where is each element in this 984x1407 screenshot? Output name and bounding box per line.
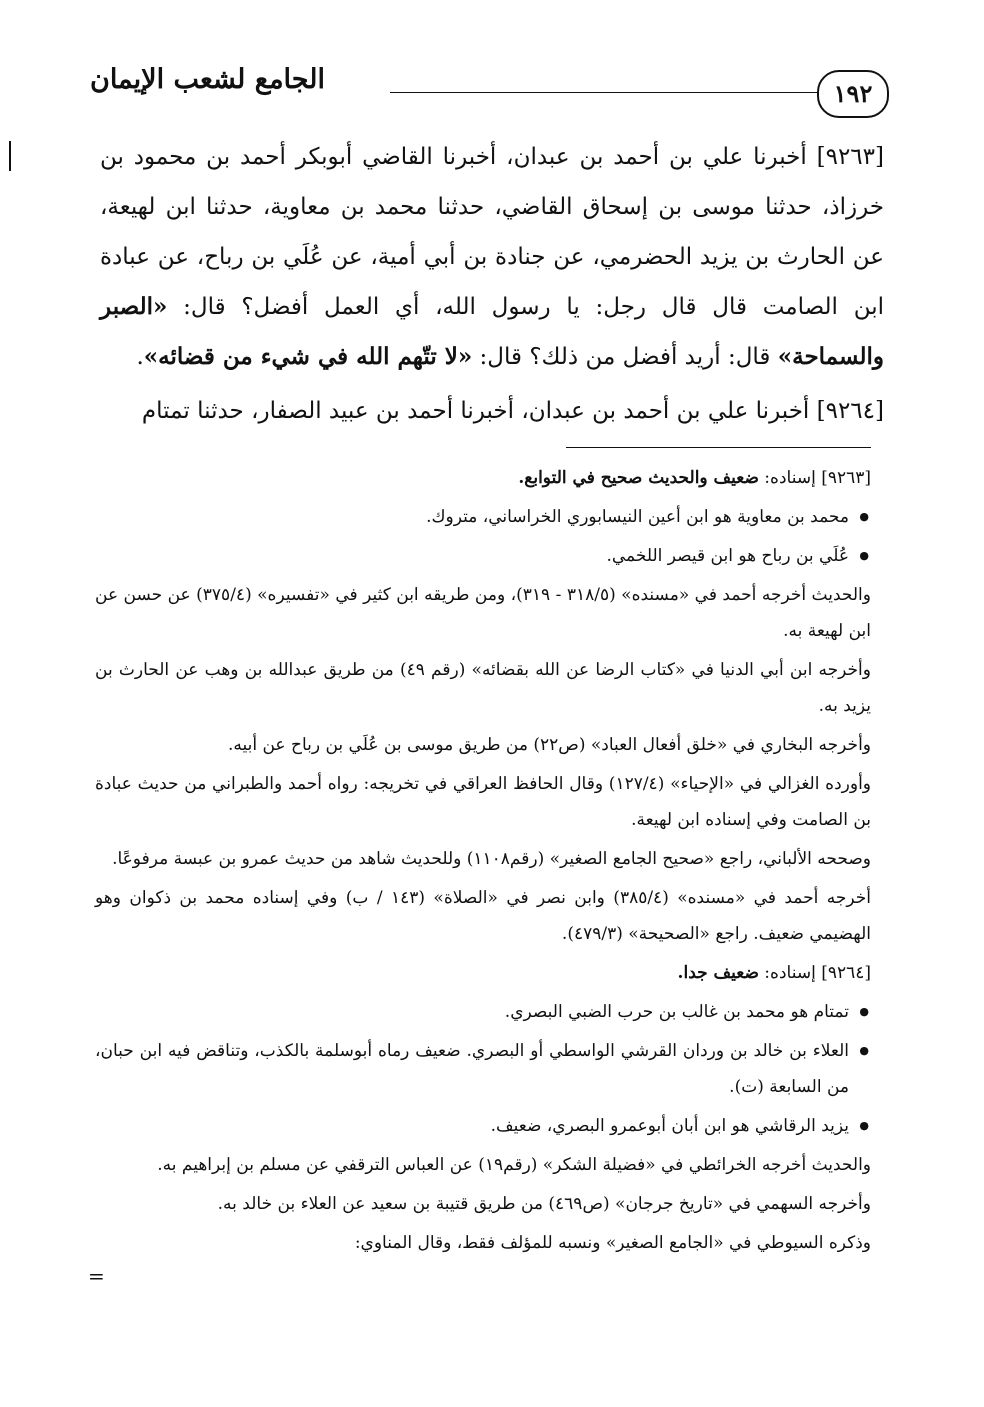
note-paragraph: والحديث أخرجه الخرائطي في «فضيلة الشكر» (رقم١٩) عن العباس الترقفي عن مسلم بن إبراهيم به. xyxy=(157,1155,871,1175)
note-bullet: ● محمد بن معاوية هو ابن أعين النيسابوري الخراساني، متروك. xyxy=(95,499,871,535)
note-paragraph: وأخرجه السهمي في «تاريخ جرجان» (ص٤٦٩) من طريق قتيبة بن سعيد عن العلاء بن خالد به. xyxy=(217,1194,871,1214)
note-bullet: ● عُلَي بن رباح هو ابن قيصر اللخمي. xyxy=(95,538,871,574)
book-title: الجامع لشعب الإيمان xyxy=(90,64,325,95)
footnotes xyxy=(95,460,871,1264)
note-9264-title: [٩٢٦٤] إسناده: ضعيف جدا. xyxy=(677,963,871,983)
note-bullet: ● العلاء بن خالد بن وردان القرشي الواسطي أو البصري. ضعيف رماه أبوسلمة بالكذب، وتناقض فيه ابن حبان، من السابعة (ت). xyxy=(95,1033,871,1105)
note-bullet: ● تمتام هو محمد بن غالب بن حرب الضبي البصري. xyxy=(95,994,871,1030)
footnote-separator xyxy=(566,447,871,448)
note-paragraph: وذكره السيوطي في «الجامع الصغير» ونسبه للمؤلف فقط، وقال المناوي: xyxy=(354,1233,871,1253)
main-text xyxy=(100,132,884,440)
note-paragraph: وصححه الألباني، راجع «صحيح الجامع الصغير» (رقم١١٠٨) وللحديث شاهد من حديث عمرو بن عبسة مرفوعًا. xyxy=(112,849,871,869)
note-paragraph: وأخرجه ابن أبي الدنيا في «كتاب الرضا عن الله بقضائه» (رقم ٤٩) من طريق عبدالله بن وهب عن الحارث بن يزيد به. xyxy=(95,660,871,716)
hadith-9263: [٩٢٦٣] أخبرنا علي بن أحمد بن عبدان، أخبرنا القاضي أبوبكر أحمد بن محمود بن خرزاذ، حدثنا موسى بن إسحاق القاضي، حدثنا محمد بن معاوية، حدثنا ابن لهيعة، عن الحارث بن يزيد الحضرمي، عن جنادة بن أبي أمية، عن عُلَي بن رباح، عن عبادة ابن الصامت قال قال رجل: يا رسول الله، أي العمل أفضل؟ قال: «الصبر والسماحة» قال: أريد أفضل من ذلك؟ قال: «لا تتّهم الله في شيء من قضائه». xyxy=(100,144,884,370)
note-paragraph: والحديث أخرجه أحمد في «مسنده» (٣١٨/٥ - ٣١٩)، ومن طريقه ابن كثير في «تفسيره» (٣٧٥/٤) عن حسن عن ابن لهيعة به. xyxy=(95,585,871,641)
note-paragraph: أخرجه أحمد في «مسنده» (٣٨٥/٤) وابن نصر في «الصلاة» (١٤٣ / ب) وفي إسناده محمد بن ذكوان وهو الهضيمي ضعيف. راجع «الصحيحة» (٤٧٩/٣). xyxy=(95,888,872,944)
continued-mark: = xyxy=(88,1264,105,1288)
hadith-9264: [٩٢٦٤] أخبرنا علي بن أحمد بن عبدان، أخبرنا أحمد بن عبيد الصفار، حدثنا تمتام xyxy=(141,398,884,424)
note-9263-title: [٩٢٦٣] إسناده: ضعيف والحديث صحيح في التوابع. xyxy=(518,468,871,488)
note-bullet: ● يزيد الرقاشي هو ابن أبان أبوعمرو البصري، ضعيف. xyxy=(95,1108,871,1144)
note-paragraph: وأورده الغزالي في «الإحياء» (١٢٧/٤) وقال الحافظ العراقي في تخريجه: رواه أحمد والطبراني من حديث عبادة بن الصامت وفي إسناده ابن لهيعة. xyxy=(95,774,872,830)
margin-bar xyxy=(9,141,11,171)
header-rule xyxy=(390,92,819,93)
page-header xyxy=(90,58,889,118)
note-paragraph: وأخرجه البخاري في «خلق أفعال العباد» (ص٢٢) من طريق موسى بن عُلَي بن رباح عن أبيه. xyxy=(227,735,871,755)
page-number: ١٩٢ xyxy=(817,70,889,118)
